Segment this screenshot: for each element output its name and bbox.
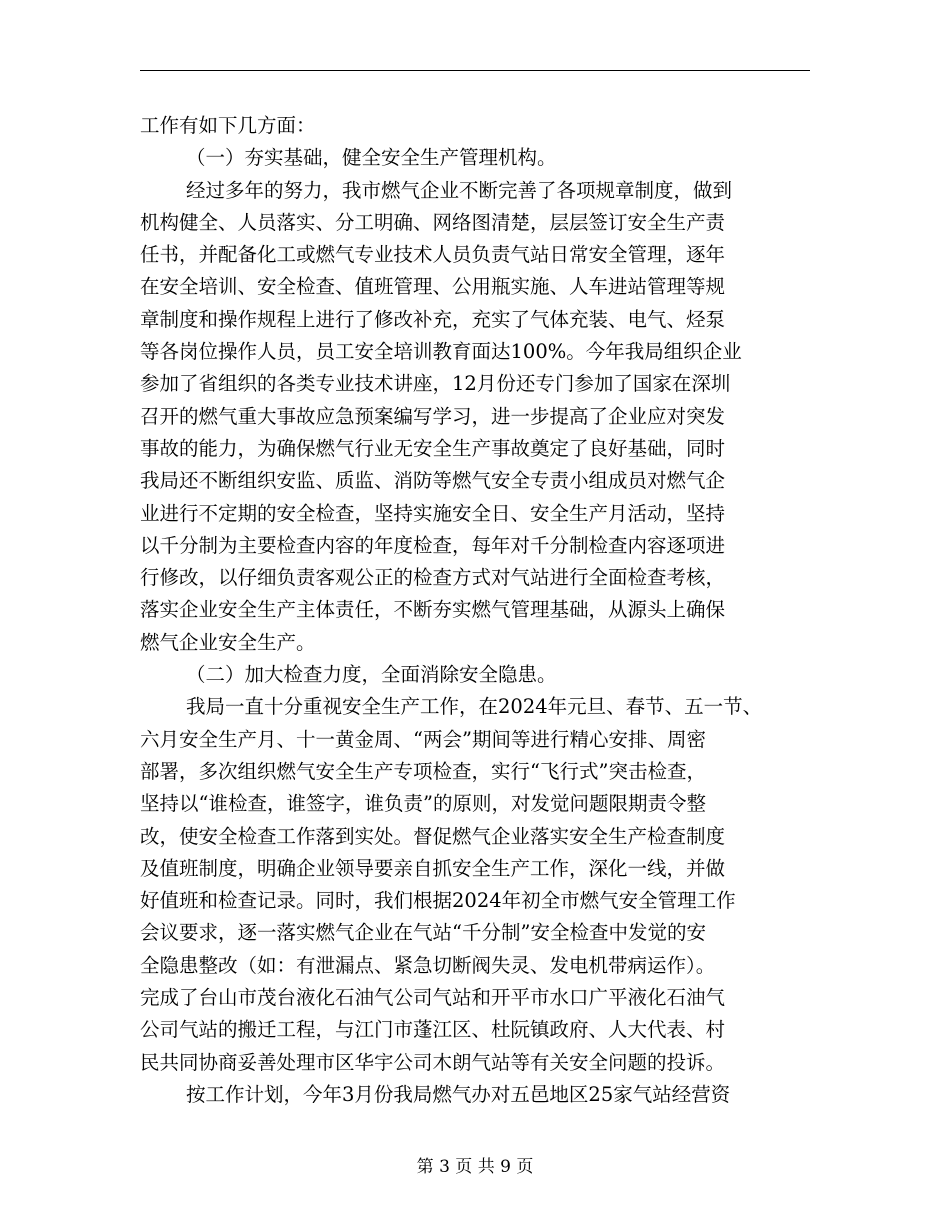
text-line: 我局还不断组织安监、质监、消防等燃气安全专责小组成员对燃气企 — [140, 469, 726, 493]
text-line: 完成了台山市茂台液化石油气公司气站和开平市水口广平液化石油气 — [140, 986, 726, 1010]
paragraph-first-line: 我局一直十分重视安全生产工作，在2024年元旦、春节、五一节、 — [186, 695, 763, 719]
paragraph-first-line: 按工作计划，今年3月份我局燃气办对五邑地区25家气站经营资 — [186, 1082, 731, 1106]
text-line: 章制度和操作规程上进行了修改补充，充实了气体充装、电气、烃泵 — [140, 307, 726, 331]
text-line: 工作有如下几方面： — [140, 114, 316, 137]
header-rule — [140, 70, 810, 71]
text-line: 机构健全、人员落实、分工明确、网络图清楚，层层签订安全生产责 — [140, 210, 726, 234]
text-line: 参加了省组织的各类专业技术讲座，12月份还专门参加了国家在深圳 — [140, 372, 731, 396]
page-number: 第 3 页 共 9 页 — [416, 1157, 534, 1177]
text-line: 改，使安全检查工作落到实处。督促燃气企业落实安全生产检查制度 — [140, 824, 726, 848]
text-line: 任书，并配备化工或燃气专业技术人员负责气站日常安全管理，逐年 — [140, 243, 726, 267]
text-line: 行修改，以仔细负责客观公正的检查方式对气站进行全面检查考核， — [140, 566, 726, 590]
text-line: 在安全培训、安全检查、值班管理、公用瓶实施、人车进站管理等规 — [140, 275, 726, 299]
text-line: 好值班和检查记录。同时，我们根据2024年初全市燃气安全管理工作 — [140, 889, 736, 913]
text-line: 及值班制度，明确企业领导要亲自抓安全生产工作，深化一线，并做 — [140, 856, 726, 880]
text-line: 六月安全生产月、十一黄金周、“两会”期间等进行精心安排、周密 — [140, 727, 706, 751]
text-line: 落实企业安全生产主体责任，不断夯实燃气管理基础，从源头上确保 — [140, 598, 726, 622]
text-line: 等各岗位操作人员，员工安全培训教育面达100%。今年我局组织企业 — [140, 340, 742, 364]
text-line: 部署，多次组织燃气安全生产专项检查，实行“飞行式”突击检查， — [140, 759, 706, 783]
text-line: 全隐患整改（如：有泄漏点、紧急切断阀失灵、发电机带病运作）。 — [140, 953, 716, 977]
text-line: 坚持以“谁检查，谁签字，谁负责”的原则，对发觉问题限期责令整 — [140, 792, 706, 816]
text-line: 事故的能力，为确保燃气行业无安全生产事故奠定了良好基础，同时 — [140, 436, 726, 460]
text-line: 燃气企业安全生产。 — [140, 630, 316, 654]
section-heading: （二）加大检查力度，全面消除安全隐患。 — [186, 663, 557, 687]
text-line: 会议要求，逐一落实燃气企业在气站“千分制”安全检查中发觉的安 — [140, 921, 706, 945]
text-line: 召开的燃气重大事故应急预案编写学习，进一步提高了企业应对突发 — [140, 404, 726, 428]
paragraph-first-line: 经过多年的努力，我市燃气企业不断完善了各项规章制度，做到 — [186, 178, 733, 202]
text-line: 业进行不定期的安全检查，坚持实施安全日、安全生产月活动，坚持 — [140, 501, 726, 525]
document-body — [140, 110, 820, 1111]
text-line: 民共同协商妥善处理市区华宇公司木朗气站等有关安全问题的投诉。 — [140, 1050, 726, 1074]
section-heading: （一）夯实基础，健全安全生产管理机构。 — [186, 146, 557, 170]
text-line: 以千分制为主要检查内容的年度检查，每年对千分制检查内容逐项进 — [140, 533, 726, 557]
text-line: 公司气站的搬迁工程，与江门市蓬江区、杜阮镇政府、人大代表、村 — [140, 1018, 726, 1042]
